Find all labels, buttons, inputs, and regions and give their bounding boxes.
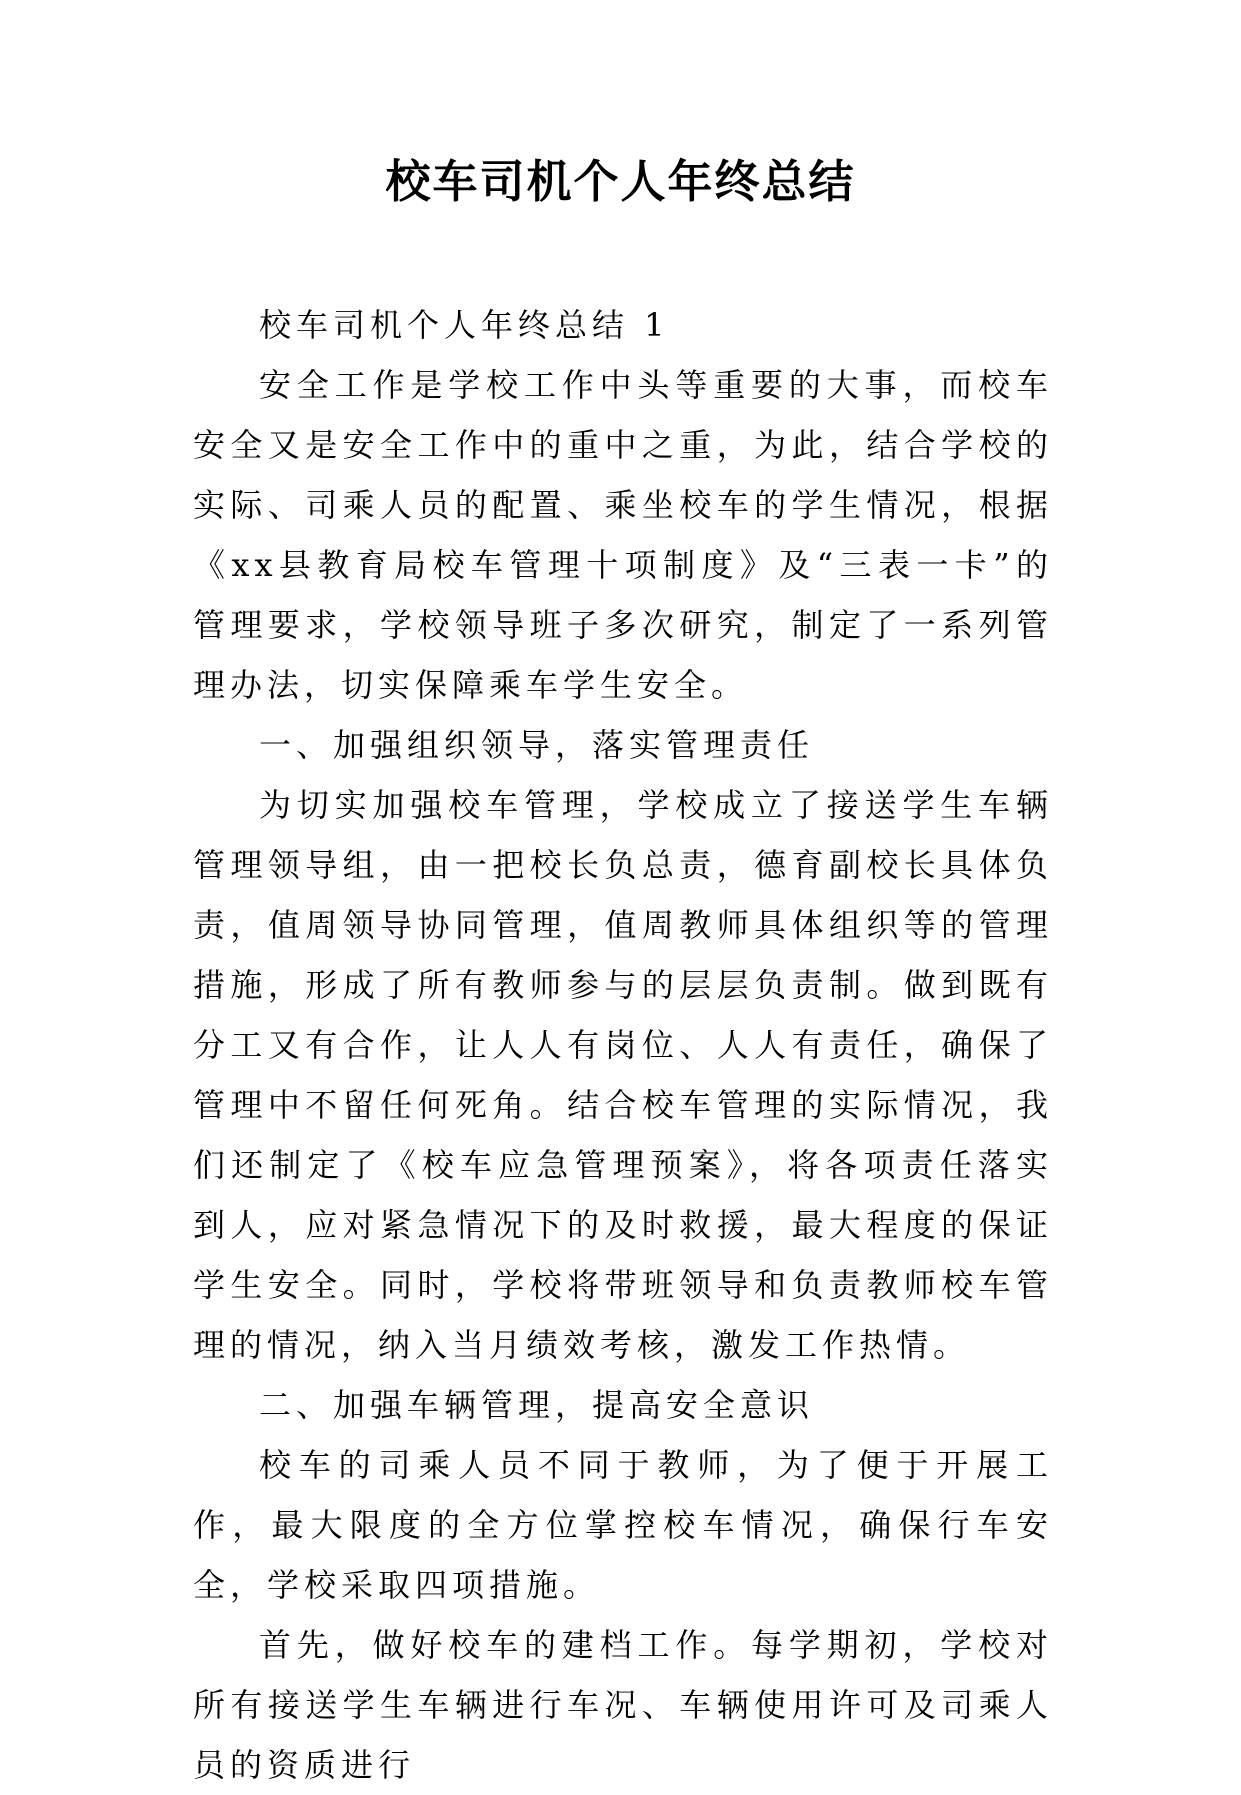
paragraph-intro: 安全工作是学校工作中头等重要的大事，而校车安全又是安全工作中的重中之重，为此，结合学校的实际、司乘人员的配置、乘坐校车的学生情况，根据《xx县教育局校车管理十项制度》及“三表一卡”的管理要求，学校领导班子多次研究，制定了一系列管理办法，切实保障乘车学生安全。 xyxy=(193,366,1053,704)
paragraph-first-measure: 首先，做好校车的建档工作。每学期初，学校对所有接送学生车辆进行车况、车辆使用许可及司乘人员的资质进行 xyxy=(193,1626,1053,1784)
section-heading-2: 二、加强车辆管理，提高安全意识 xyxy=(259,1386,815,1424)
paragraph-section-1: 为切实加强校车管理，学校成立了接送学生车辆管理领导组，由一把校长负总责，德育副校长具体负责，值周领导协同管理，值周教师具体组织等的管理措施，形成了所有教师参与的层层负责制。做到既有分工又有合作，让人人有岗位、人人有责任，确保了管理中不留任何死角。结合校车管理的实际情况，我们还制定了《校车应急管理预案》，将各项责任落实到人，应对紧急情况下的及时救援，最大程度的保证学生安全。同时，学校将带班领导和负责教师校车管理的情况，纳入当月绩效考核，激发工作热情。 xyxy=(193,786,1053,1364)
paragraph-subtitle: 校车司机个人年终总结 1 xyxy=(259,306,670,344)
document-title: 校车司机个人年终总结 xyxy=(385,155,856,208)
document-body xyxy=(193,295,1053,1795)
section-heading-1: 一、加强组织领导，落实管理责任 xyxy=(259,726,815,764)
paragraph-section-2: 校车的司乘人员不同于教师，为了便于开展工作，最大限度的全方位掌控校车情况，确保行车安全，学校采取四项措施。 xyxy=(193,1446,1053,1604)
